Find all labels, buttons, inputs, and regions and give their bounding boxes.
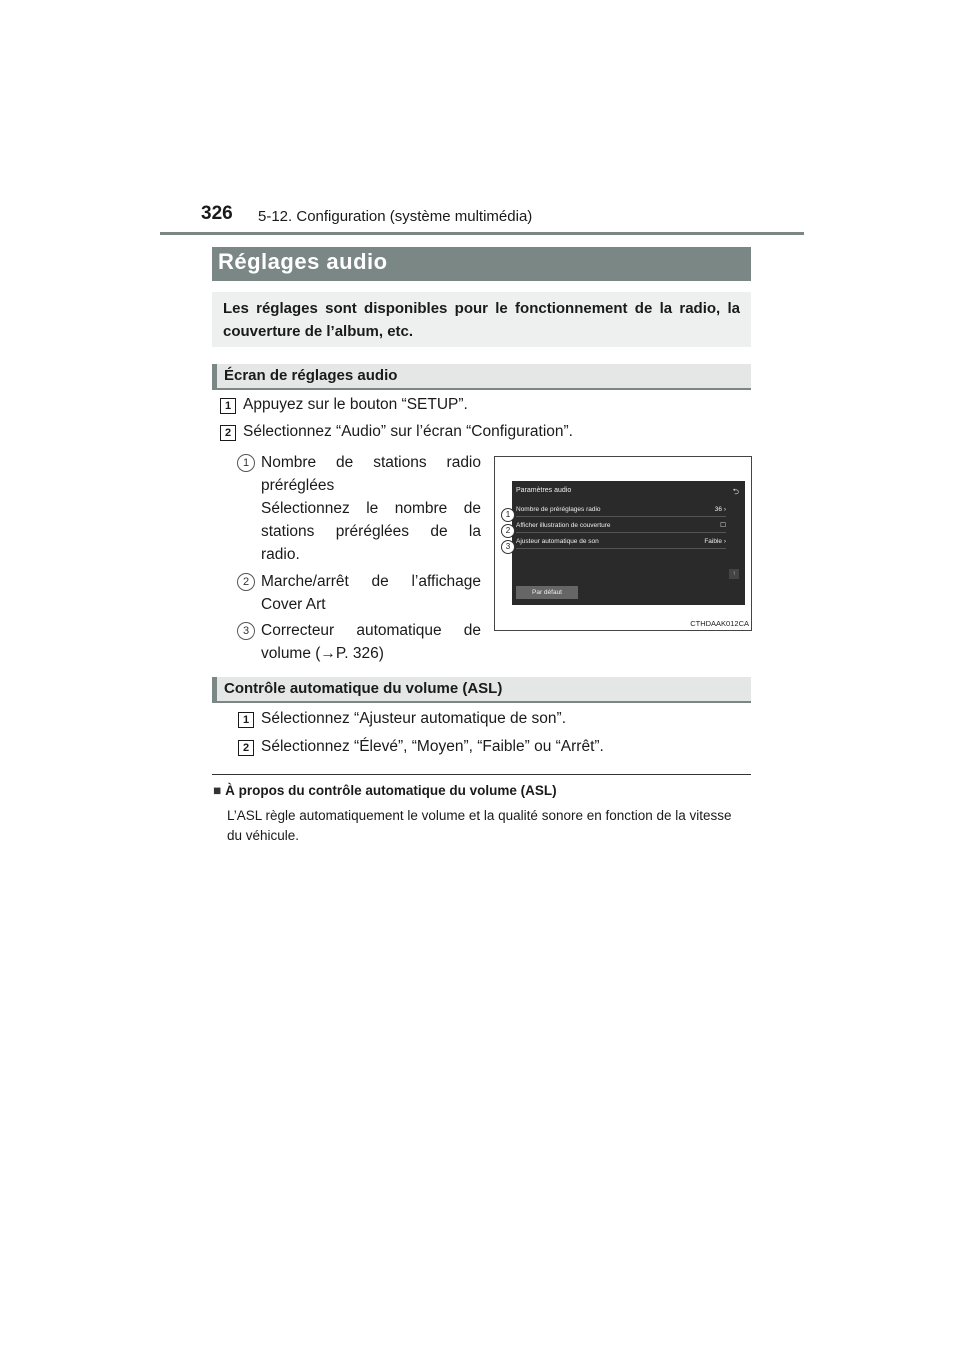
item-line: Cover Art [261, 596, 326, 613]
section-heading-text: Contrôle automatique du volume (ASL) [224, 680, 503, 697]
screen-row-value: 36 › [714, 506, 726, 513]
checkbox-icon: ☐ [720, 522, 726, 529]
item-line: Nombre de stations radio [261, 454, 481, 471]
item-line: Sélectionnez le nombre de [261, 500, 481, 517]
item-line: radio. [261, 546, 300, 563]
audio-settings-figure [494, 456, 752, 631]
figure-callout: 1 [501, 508, 515, 522]
intro-box [212, 292, 751, 347]
screen-row-value: Faible › [704, 538, 726, 545]
item-line: volume (→P. 326) [261, 645, 384, 662]
note-body: L’ASL règle automatiquement le volume et la qualité sonore en fonction de la vitesse du véhicule. [227, 808, 732, 843]
callout-number: 3 [237, 622, 255, 640]
callout-number: 2 [237, 573, 255, 591]
screen-row [516, 535, 726, 549]
default-button: Par défaut [516, 586, 578, 599]
section-bar [212, 677, 217, 701]
item-line: stations préréglées de la [261, 523, 481, 540]
step-text: Appuyez sur le bouton “SETUP”. [243, 396, 468, 413]
step-number-box: 1 [238, 712, 254, 728]
note-rule [212, 774, 751, 775]
item-line: Marche/arrêt de l’affichage [261, 573, 481, 590]
title-band [212, 247, 751, 281]
scroll-up-icon: ↑ [729, 569, 739, 579]
screen-row-label: Afficher illustration de couverture [516, 522, 611, 529]
screen-row [516, 519, 726, 533]
back-icon: ⮌ [732, 487, 739, 496]
step-text: Sélectionnez “Audio” sur l’écran “Configuration”. [243, 423, 573, 440]
note-title-text: À propos du contrôle automatique du volume (ASL) [225, 783, 557, 798]
screen-image [512, 481, 745, 605]
page-title: Réglages audio [218, 249, 388, 274]
step-number-box: 1 [220, 398, 236, 414]
callout-number: 1 [237, 454, 255, 472]
section-heading-audio-screen [212, 364, 751, 390]
figure-callout: 2 [501, 524, 515, 538]
bullet-square-icon: ■ [213, 783, 222, 798]
section-bar [212, 364, 217, 388]
step-text: Sélectionnez “Élevé”, “Moyen”, “Faible” ou “Arrêt”. [261, 738, 604, 755]
step-number-box: 2 [238, 740, 254, 756]
note-title [213, 783, 557, 798]
figure-callout: 3 [501, 540, 515, 554]
header-rule [160, 232, 804, 235]
step-number-box: 2 [220, 425, 236, 441]
screen-row-label: Ajusteur automatique de son [516, 538, 599, 545]
screen-title: Paramètres audio [516, 487, 572, 494]
chapter-title: 5-12. Configuration (système multimédia) [258, 208, 533, 225]
screen-row [516, 503, 726, 517]
step-text: Sélectionnez “Ajusteur automatique de son”. [261, 710, 567, 727]
item-line: préréglées [261, 477, 335, 494]
item-line: Correcteur automatique de [261, 622, 481, 639]
figure-code: CTHDAAK012CA [690, 619, 749, 628]
intro-text: Les réglages sont disponibles pour le fonctionnement de la radio, la couverture de l’album, etc. [223, 300, 740, 340]
screen-row-label: Nombre de préréglages radio [516, 506, 601, 513]
section-heading-text: Écran de réglages audio [224, 367, 398, 384]
section-heading-asl [212, 677, 751, 703]
page-number: 326 [201, 203, 233, 224]
